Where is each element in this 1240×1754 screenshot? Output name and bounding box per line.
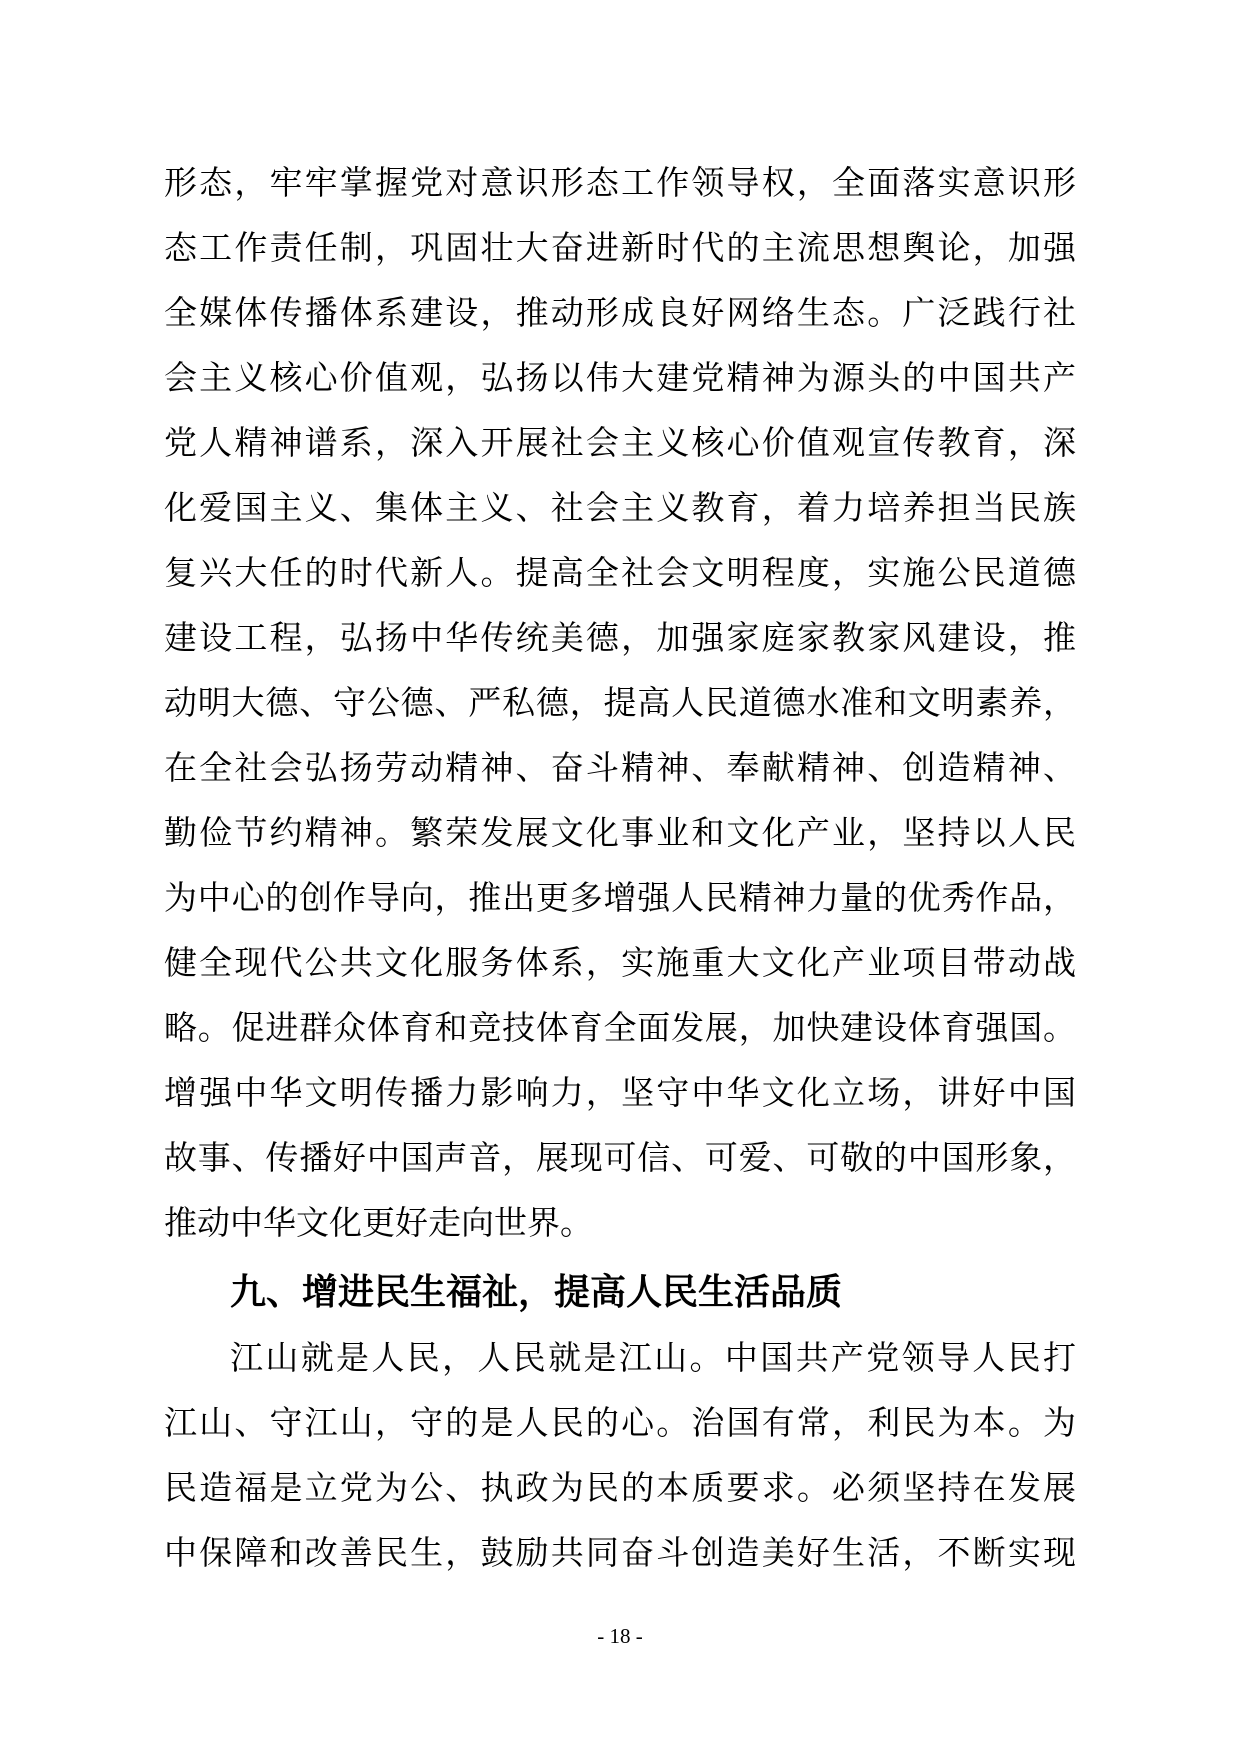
paragraph-line: 故事、传播好中国声音，展现可信、可爱、可敬的中国形象， bbox=[164, 1141, 1076, 1177]
paragraph-line: 增强中华文明传播力影响力，坚守中华文化立场，讲好中国 bbox=[164, 1076, 1076, 1112]
paragraph-line: 态工作责任制，巩固壮大奋进新时代的主流思想舆论，加强 bbox=[164, 231, 1076, 267]
paragraph-line: 江山、守江山，守的是人民的心。治国有常，利民为本。为 bbox=[164, 1406, 1076, 1442]
paragraph-line: 江山就是人民，人民就是江山。中国共产党领导人民打 bbox=[230, 1341, 1076, 1377]
paragraph-line: 全媒体传播体系建设，推动形成良好网络生态。广泛践行社 bbox=[164, 296, 1076, 332]
paragraph-line: 勤俭节约精神。繁荣发展文化事业和文化产业，坚持以人民 bbox=[164, 816, 1076, 852]
document-body bbox=[164, 152, 1076, 1587]
paragraph-line: 复兴大任的时代新人。提高全社会文明程度，实施公民道德 bbox=[164, 556, 1076, 592]
paragraph-line: 中保障和改善民生，鼓励共同奋斗创造美好生活，不断实现 bbox=[164, 1536, 1076, 1572]
paragraph-line: 党人精神谱系，深入开展社会主义核心价值观宣传教育，深 bbox=[164, 426, 1076, 462]
paragraph-line: 推动中华文化更好走向世界。 bbox=[164, 1206, 593, 1242]
paragraph-line: 略。促进群众体育和竞技体育全面发展，加快建设体育强国。 bbox=[164, 1011, 1076, 1047]
paragraph-line: 化爱国主义、集体主义、社会主义教育，着力培养担当民族 bbox=[164, 491, 1076, 527]
paragraph-line: 在全社会弘扬劳动精神、奋斗精神、奉献精神、创造精神、 bbox=[164, 751, 1076, 787]
paragraph-line: 健全现代公共文化服务体系，实施重大文化产业项目带动战 bbox=[164, 946, 1076, 982]
paragraph-line: 形态，牢牢掌握党对意识形态工作领导权，全面落实意识形 bbox=[164, 166, 1076, 202]
paragraph-line: 民造福是立党为公、执政为民的本质要求。必须坚持在发展 bbox=[164, 1471, 1076, 1507]
paragraph-line: 会主义核心价值观，弘扬以伟大建党精神为源头的中国共产 bbox=[164, 361, 1076, 397]
paragraph-line: 建设工程，弘扬中华传统美德，加强家庭家教家风建设，推 bbox=[164, 621, 1076, 657]
page-number: - 18 - bbox=[597, 1624, 643, 1648]
paragraph-line: 为中心的创作导向，推出更多增强人民精神力量的优秀作品， bbox=[164, 881, 1076, 917]
paragraph-line: 动明大德、守公德、严私德，提高人民道德水准和文明素养， bbox=[164, 686, 1076, 722]
section-heading: 九、增进民生福祉，提高人民生活品质 bbox=[230, 1271, 843, 1312]
